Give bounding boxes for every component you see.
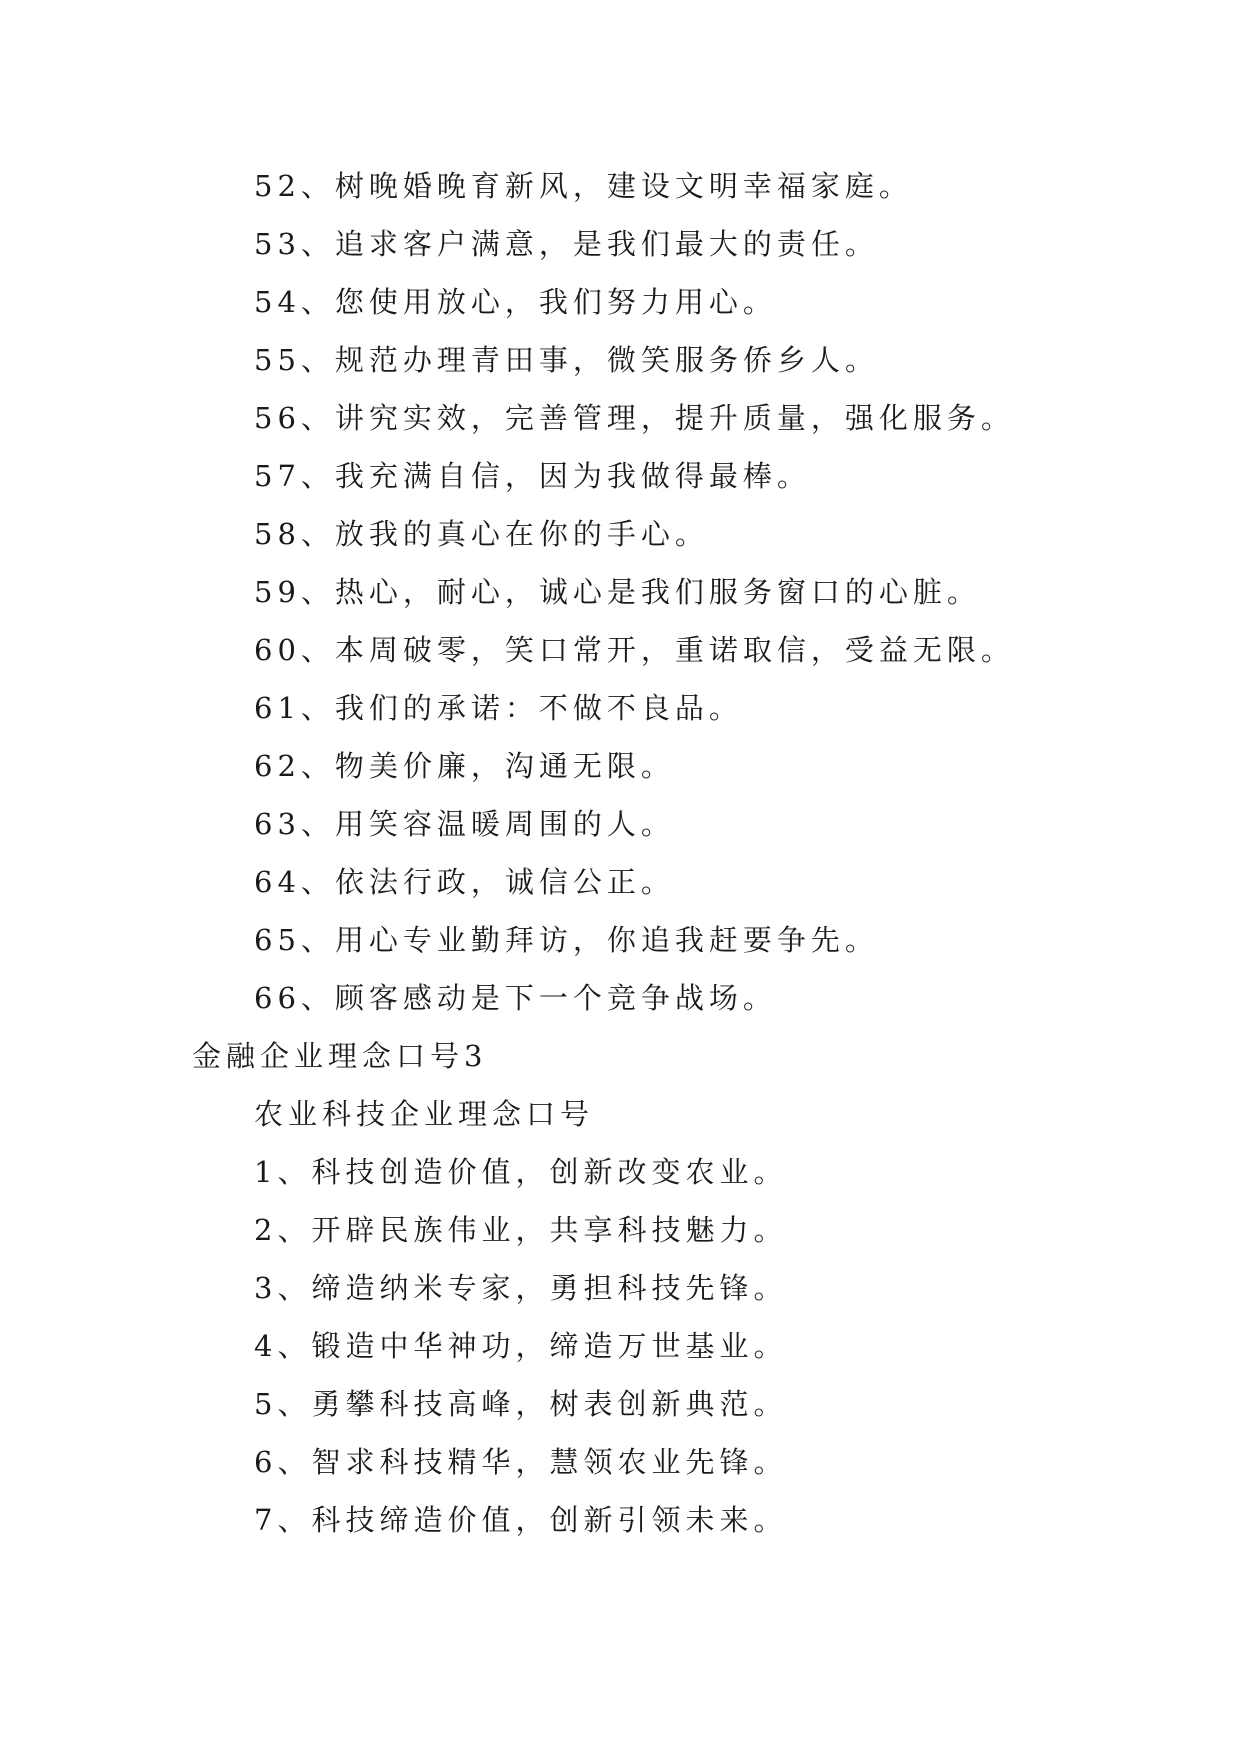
- slogan-line: 54、您使用放心，我们努力用心。: [254, 285, 777, 319]
- slogan-line: 65、用心专业勤拜访，你追我赶要争先。: [254, 923, 879, 957]
- slogan-line: 55、规范办理青田事，微笑服务侨乡人。: [254, 343, 879, 377]
- slogan-line: 62、物美价廉，沟通无限。: [254, 749, 675, 783]
- slogan-line: 56、讲究实效，完善管理，提升质量，强化服务。: [254, 401, 1015, 435]
- slogan-line: 60、本周破零，笑口常开，重诺取信，受益无限。: [254, 633, 1015, 667]
- slogan-line: 7、科技缔造价值，创新引领未来。: [254, 1503, 788, 1537]
- section-heading: 金融企业理念口号3: [192, 1039, 488, 1073]
- slogan-line: 57、我充满自信，因为我做得最棒。: [254, 459, 811, 493]
- slogan-line: 64、依法行政，诚信公正。: [254, 865, 675, 899]
- slogan-line: 61、我们的承诺：不做不良品。: [254, 691, 743, 725]
- slogan-line: 63、用笑容温暖周围的人。: [254, 807, 675, 841]
- slogan-line: 66、顾客感动是下一个竞争战场。: [254, 981, 777, 1015]
- slogan-line: 4、锻造中华神功，缔造万世基业。: [254, 1329, 788, 1363]
- slogan-line: 58、放我的真心在你的手心。: [254, 517, 709, 551]
- slogan-line: 3、缔造纳米专家，勇担科技先锋。: [254, 1271, 788, 1305]
- subheading: 农业科技企业理念口号: [254, 1097, 595, 1131]
- slogan-line: 59、热心，耐心，诚心是我们服务窗口的心脏。: [254, 575, 981, 609]
- slogan-line: 1、科技创造价值，创新改变农业。: [254, 1155, 788, 1189]
- slogan-line: 5、勇攀科技高峰，树表创新典范。: [254, 1387, 788, 1421]
- slogan-line: 6、智求科技精华，慧领农业先锋。: [254, 1445, 788, 1479]
- slogan-line: 52、树晚婚晚育新风，建设文明幸福家庭。: [254, 169, 913, 203]
- slogan-line: 53、追求客户满意，是我们最大的责任。: [254, 227, 879, 261]
- slogan-line: 2、开辟民族伟业，共享科技魅力。: [254, 1213, 788, 1247]
